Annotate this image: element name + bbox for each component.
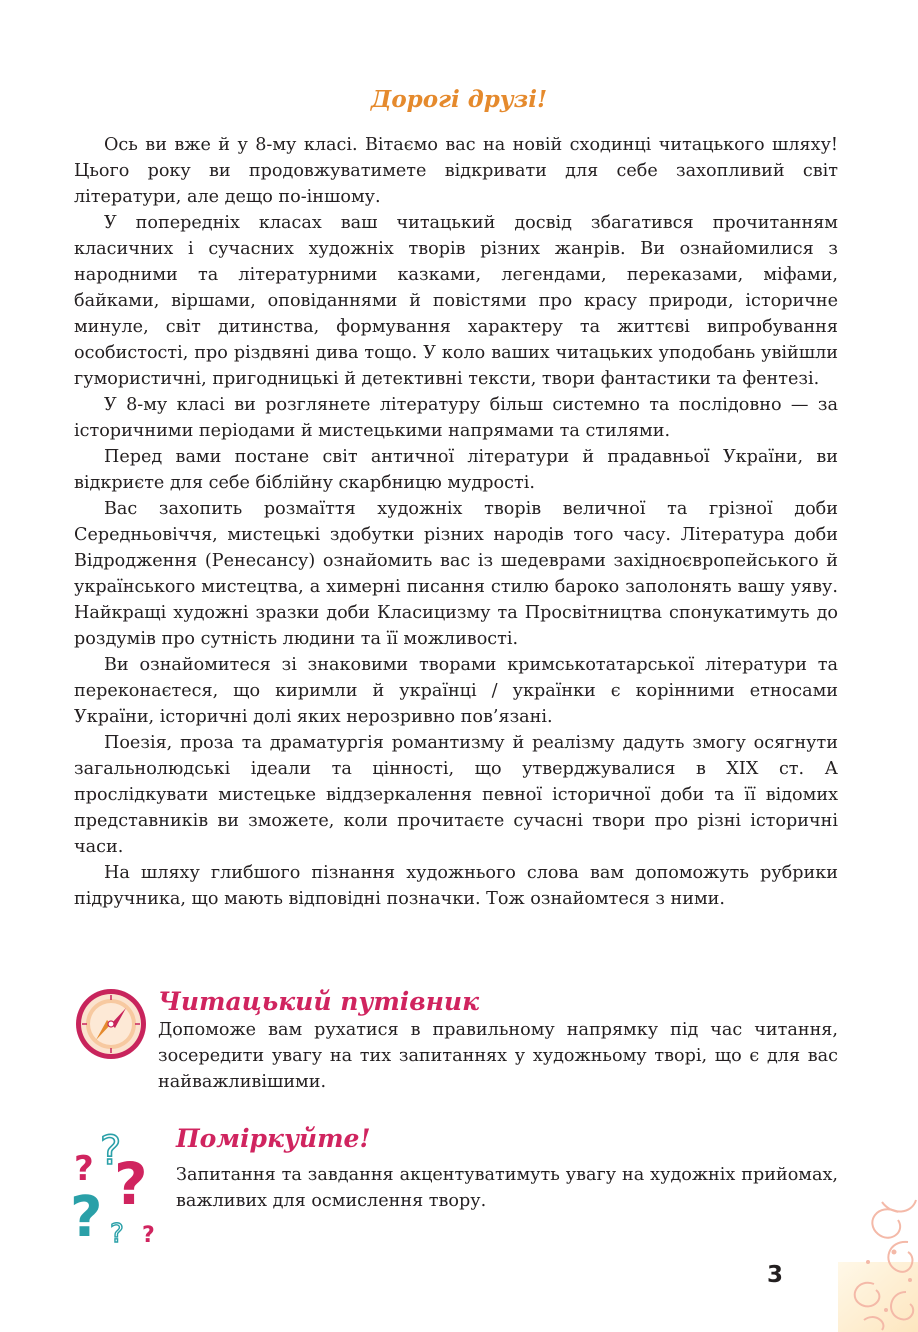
question-marks-icon — [70, 1124, 166, 1246]
compass-icon — [74, 987, 148, 1061]
svg-text:?: ? — [100, 1128, 122, 1174]
page-number: 3 — [766, 1262, 783, 1288]
paragraph: Ось ви вже й у 8-му класі. Вітаємо вас на новій сходинці читацького шляху! Цього року ви продовжуватимете відкривати для себе захопливий світ літератури, але дещо по-іншому. — [74, 135, 838, 207]
rubric-description: Допоможе вам рухатися в правильному напрямку під час читання, зосередити увагу на тих запитаннях у художньому творі, що є для вас найважливішими. — [158, 1020, 838, 1092]
paragraph: Ви ознайомитеся зі знаковими творами кримськотатарської літератури та переконаєтеся, що киримли й українці / українки є корінними етносами України, історичні долі яких нерозривно пов’язані. — [74, 655, 838, 727]
paragraph: Вас захопить розмаїття художніх творів величної та грізної доби Середньовіччя, мистецькі здобутки різних народів того часу. Література доби Відродження (Ренесансу) ознайомить вас із шедеврами західноєвропейського й українського мистецтва, а химерні писання стилю бароко заполонять вашу уяву. Найкращі художні зразки доби Класицизму та Просвітництва спонукатимуть до роздумів про сутність людини та її можливості. — [74, 499, 838, 649]
paragraph: Поезія, проза та драматургія романтизму й реалізму дадуть змогу осягнути загальнолюдські ідеали та цінності, що утверджувалися в XIX ст. А прослідкувати мистецьке віддзеркалення певної історичної доби та її відомих представників ви зможете, коли прочитаєте сучасні твори про різні історичні часи. — [74, 733, 838, 857]
page-heading: Дорогі друзі! — [370, 86, 548, 113]
svg-text:?: ? — [110, 1219, 124, 1246]
rubric-reading-guide — [74, 985, 838, 1105]
paragraph: Перед вами постане світ античної літератури й прадавньої України, ви відкриєте для себе біблійну скарбницю мудрості. — [74, 447, 838, 493]
paragraph: На шляху глибшого пізнання художнього слова вам допоможуть рубрики підручника, що мають відповідні позначки. Тож ознайомтеся з ними. — [74, 863, 838, 909]
rubric-title: Читацький путівник — [158, 987, 480, 1016]
rubric-description: Запитання та завдання акцентуватимуть увагу на художніх прийомах, важливих для осмислення твору. — [176, 1165, 838, 1211]
svg-text:?: ? — [74, 1149, 94, 1189]
svg-text:?: ? — [70, 1185, 103, 1246]
rubric-think-it-over — [70, 1122, 838, 1252]
paragraph: У попередніх класах ваш читацький досвід збагатився прочитанням класичних і сучасних художніх творів різних жанрів. Ви ознайомилися з народними та літературними казками, легендами, переказами, міфами, байками, віршами, оповіданнями й повістями про красу природи, історичне минуле, світ дитинства, формування характеру та життєві випробування особистості, про різдвяні дива тощо. У коло ваших читацьких уподобань увійшли гумористичні, пригодницькі й детективні тексти, твори фантастики та фентезі. — [74, 213, 838, 389]
svg-text:?: ? — [114, 1150, 148, 1218]
intro-text — [74, 132, 838, 912]
paragraph: У 8-му класі ви розглянете літературу більш системно та послідовно — за історичними періодами й мистецькими напрямами та стилями. — [74, 395, 838, 441]
svg-text:?: ? — [142, 1223, 155, 1246]
rubric-title: Поміркуйте! — [176, 1124, 371, 1153]
corner-ornament — [778, 1192, 918, 1332]
